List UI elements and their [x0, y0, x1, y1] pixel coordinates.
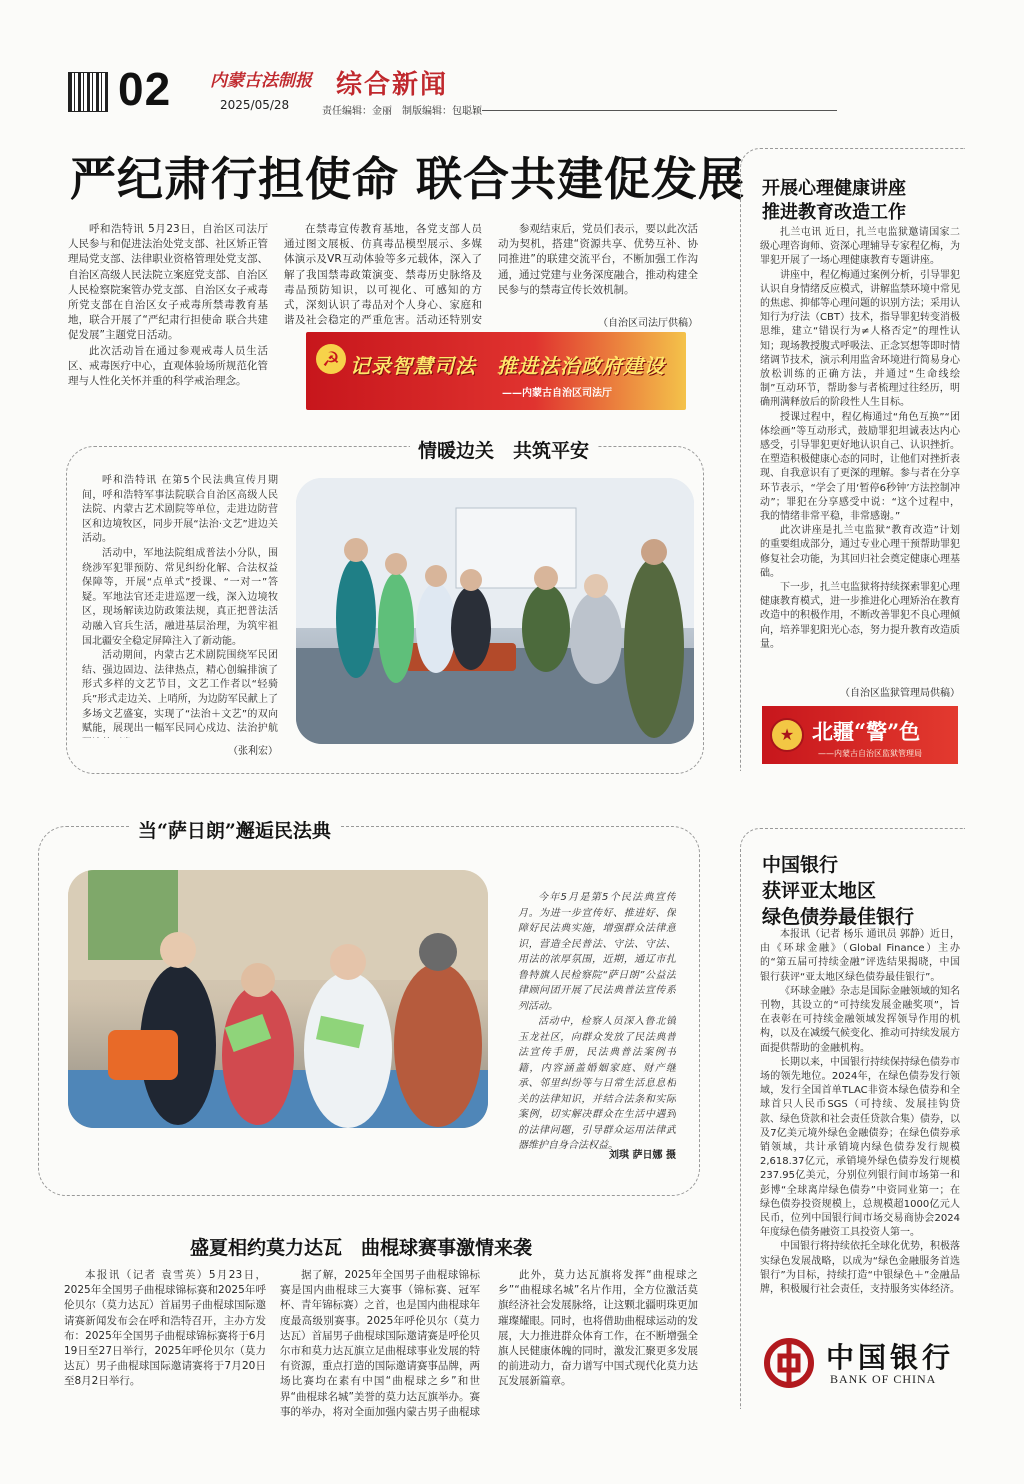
border-headline: 情暖边关 共筑平安	[410, 436, 597, 463]
boc-emblem-icon	[764, 1338, 814, 1388]
border-paragraph: 呼和浩特讯 在第5个民法典宣传月期间，呼和浩特军事法院联合自治区高级人民法院、内蒙古艺术剧院等单位，走进边防营区和边境牧区，同步开展“法治·文艺”进边关活动。	[82, 475, 278, 545]
prison-banner	[762, 706, 958, 764]
hockey-paragraph: 据了解，2025年全国男子曲棍球锦标赛是国内曲棍球三大赛事（锦标赛、冠军杯、青年锦标赛）之首，也是国内曲棍球年度最高级别赛事。2025年呼伦贝尔（莫力达瓦）首届男子曲棍球国际邀请赛是呼伦贝尔市和莫力达瓦旗立足曲棍球事业发展的特有资源，重点打造的国际邀请赛事品牌，两场比赛均在素有中国“曲棍球之乡”和世界“曲棍球名城”美誉的莫力达瓦旗举办。赛事的举办，将对全面加强内蒙古男子曲棍球	[280, 1269, 480, 1418]
hockey-paragraph: 此外，莫力达瓦旗将发挥“曲棍球之乡”“曲棍球名城”名片作用，全方位激活莫旗经济社会发展脉络，让这颗北疆明珠更加璀璨耀眼。同时，也将借助曲棍球运动的发展，大力推进群众体育工作，在不断增强全旗人民健康体魄的同时，激发汇聚更多发展的前进动力，奋力谱写中国式现代化莫力达瓦发展新篇章。	[498, 1269, 698, 1388]
boc-logo-cn: 中国银行	[826, 1341, 955, 1374]
border-gathering-photo	[296, 478, 694, 744]
masthead-rule	[482, 110, 837, 111]
psych-paragraph: 扎兰屯讯 近日，扎兰屯监狱邀请国家二级心理咨询师、资深心理辅导专家程亿梅，为罪犯开展了一场心理健康教育专题讲座。	[760, 227, 960, 267]
lead-credit: （自治区司法厅供稿）	[598, 318, 698, 329]
psych-headline-line2: 推进教育改造工作	[762, 202, 906, 223]
civil-code-paragraph: 今年5月是第5个民法典宣传月。为进一步宣传好、推进好、保障好民法典实施，增强群众法律意识，营造全民普法、守法、守法、用法的浓厚氛围，近期，通辽市扎鲁特旗人民检察院“萨日朗”公益法律顾问团开展了民法典普法宣传系列活动。	[518, 892, 676, 1012]
editors-line: 责任编辑：金丽 制版编辑：包聪颖	[322, 106, 482, 117]
lead-article-body-col3	[498, 222, 698, 314]
boc-headline-line3: 绿色债券最佳银行	[762, 906, 915, 928]
border-paragraph: 活动期间，内蒙古艺术剧院围绕军民团结、强边固边、法律热点，精心创编排演了形式多样的文艺节目，文艺工作者以“轻骑兵”形式走边关、上哨所，为边防军民献上了多场文艺盛宴，实现了“法治＋文艺”的双向赋能，展现出一幅军民同心戍边、法治护航	[82, 650, 278, 735]
police-badge-icon: ★	[770, 718, 804, 752]
hockey-headline: 盛夏相约莫力达瓦 曲棍球赛事激情来袭	[190, 1237, 533, 1259]
hockey-paragraph: 本报讯（记者 袁雪英）5月23日，2025年全国男子曲棍球锦标赛和2025年呼伦贝尔（莫力达瓦）首届男子曲棍球国际邀请赛新闻发布会在呼和浩特召开，主办方发布：2025年全国男子曲棍球锦标赛将于6月19日至27日举行，2025年呼伦贝尔（莫力达瓦）男子曲棍球国际邀请赛将于7月20日至8月2日举行。	[64, 1269, 266, 1388]
civil-code-credit: 刘琪 萨日娜 摄	[609, 1150, 676, 1161]
lead-paragraph: 呼和浩特讯 5月23日，自治区司法厅人民参与和促进法治处党支部、社区矫正管理局党支部、法律职业资格管理处党支部、自治区高级人民法院立案庭党支部、自治区人民检察院案管办党支部、自治区女子戒毒所党支部在自治区女子戒毒所禁毒教育基地，联合开展了“严纪肃行担使命 联合共建促发展”主题党日活动。	[68, 223, 268, 342]
boc-paragraph: 本报讯（记者 杨乐 通讯员 郭静）近日，由《环球金融》（Global Finance）主办的“第五届可持续金融”评选结果揭晓，中国银行获评“亚太地区绿色债券最佳银行”。	[760, 929, 960, 983]
lead-paragraph: 在禁毒宣传教育基地，各党支部人员通过图文展板、仿真毒品模型展示、多媒体演示及VR互动体验等多元载体，深入了解了我国禁毒政策演变、禁毒历史脉络及毒品预防知识，以可视化、可感知的方式，深刻认识了毒品对个人身心、家庭和谐及社会稳定的严重危害。活动还特别安	[284, 223, 482, 327]
boc-logo-en: BANK OF CHINA	[830, 1372, 937, 1386]
boc-paragraph: 《环球金融》杂志是国际金融领域的知名刊物，其设立的“可持续发展金融奖项”，旨在表彰在可持续金融领域发挥领导作用的机构，以及在减缓气候变化、推动可持续发展方面提供帮助的金融机构。	[760, 985, 960, 1054]
party-emblem-icon: ☭	[316, 344, 346, 374]
lead-article-body-col2	[284, 222, 482, 328]
civil-code-body	[518, 890, 676, 1150]
prison-banner-sub: ——内蒙古自治区监狱管理局	[818, 749, 922, 758]
civil-code-photo	[68, 870, 488, 1128]
qr-code-icon	[68, 72, 108, 112]
psych-credit: （自治区监狱管理局供稿）	[840, 688, 960, 699]
psych-paragraph: 授课过程中，程亿梅通过“角色互换”“团体绘画”等互动形式，鼓励罪犯坦诚表达内心感受，引导罪犯更好地认识自己、认识挫折。在塑造积极健康心态的同时，让他们对挫折表现、自我意识有了更深的理解。参与者在分享环节表示，“学会了用‘暂停6秒钟’方法控制冲动”；罪犯在分享感受中说：“这个过程中，我的情绪非常平稳，非常感谢。”	[760, 411, 960, 523]
psych-body	[760, 226, 960, 678]
issue-date: 2025/05/28	[220, 98, 290, 112]
hockey-body-col3	[498, 1268, 698, 1418]
section-title: 综合新闻	[336, 70, 449, 100]
boc-paragraph: 长期以来，中国银行持续保持绿色债券市场的领先地位。2024年，在绿色债券发行领域，发行全国首单TLAC非资本绿色债券和全球首只人民币SGS（可持续、发展挂钩贷款、绿色贷款和社会责任贷款合集）债券，以及7亿美元境外绿色金融债券；在绿色债券承销领域，共计承销境内绿色债券发行规模2,618.37亿元，承销境外绿色债券发行规模237.95亿美元，分别位列银行间市场第一和彭博“全球离岸绿色债券”中资同业第一；在绿色债券投资规模上，总规模超1000亿元人民币，位列中国银行间市场交易商协会2024年度绿色债务融资工具投资人第一。	[760, 1056, 960, 1239]
civil-code-paragraph: 活动中，检察人员深入鲁北镇玉龙社区，向群众发放了民法典普法宣传手册，民法典普法案例书籍，内容涵盖婚姻家庭、财产继承、邻里纠纷等与日常生活息息相关的法律知识，并结合法条和实际案例，切实解决群众在生活中遇到的法律问题，引导群众运用法律武器维护自身合法权益。	[518, 1016, 676, 1150]
lead-article-body	[68, 222, 268, 414]
paper-name-logo: 内蒙古法制报	[210, 71, 312, 91]
psych-headline-line1: 开展心理健康讲座	[762, 178, 906, 199]
hockey-body-col1	[64, 1268, 266, 1418]
border-article-body	[82, 474, 278, 738]
boc-body	[760, 928, 960, 1322]
border-paragraph: 活动中，军地法院组成普法小分队，围绕涉军犯罪预防、常见纠纷化解、合法权益保障等，开展“点单式”授课、“一对一”答疑。军地法官还走进巡逻一线，深入边境牧区，现场解读边防政策法规，真正把普法活动融入官兵生活，融进基层治理，为筑牢祖国北疆安全稳定屏障注入了新动能。	[82, 547, 278, 647]
psych-paragraph: 讲座中，程亿梅通过案例分析，引导罪犯认识自身情绪反应模式，讲解监禁环境中常见的焦虑、抑郁等心理问题的识别方法；采用认知行为疗法（CBT）技术，指导罪犯转变消极思维，建立“错误行为≠人格否定”的理性认知；现场教授腹式呼吸法、正念冥想等即时情绪调节技术，演示利用监舍环境进行简易身心放松训练的正确方法，并通过“生命线绘制”互动环节，帮助参与者梳理过往经历，明确刑满释放后的阶段性人生目标。	[760, 269, 960, 409]
civil-code-headline: 当“萨日朗”邂逅民法典	[130, 816, 339, 843]
hockey-body-col2	[280, 1268, 480, 1418]
lead-paragraph: 参观结束后，党员们表示，要以此次活动为契机，搭建“资源共享、优势互补、协同推进”的联建交流平台，不断加强工作沟通，通过党建与业务深度融合，推动构建全民参与的禁毒宣传长效机制。	[498, 223, 698, 296]
boc-headline-line1: 中国银行	[762, 854, 839, 876]
border-credit: （张利宏）	[228, 746, 278, 757]
page-number: 02	[118, 63, 172, 115]
boc-headline-line2: 获评亚太地区	[762, 880, 877, 902]
lead-paragraph: 此次活动旨在通过参观戒毒人员生活区、戒毒医疗中心，直观体验场所规范化管理与人性化关怀并重的科学戒治理念。	[68, 344, 268, 388]
boc-paragraph: 中国银行将持续依托全球化优势，积极落实绿色发展战略，以成为“绿色金融服务首选银行”为目标，持续打造“中银绿色＋”金融品牌，积极履行社会责任，支持服务实体经济。	[760, 1241, 960, 1296]
judicial-banner-title: 记录智慧司法 推进法治政府建设	[350, 354, 665, 378]
prison-banner-title: 北疆“警”色	[812, 719, 921, 744]
boc-logo	[764, 1336, 960, 1392]
judicial-banner-sub: ——内蒙古自治区司法厅	[502, 388, 612, 399]
lead-headline: 严纪肃行担使命 联合共建促发展	[70, 152, 746, 206]
photo-scene	[296, 478, 694, 744]
psych-paragraph: 下一步，扎兰屯监狱将持续探索罪犯心理健康教育模式，进一步推进化心理矫治在教育改造中的积极作用，不断改善罪犯不良心理倾向，培养罪犯阳光心态，努力提升教育改造质量。	[760, 582, 960, 650]
psych-paragraph: 此次讲座是扎兰屯监狱“教育改造”计划的重要组成部分，通过专业心理干预帮助罪犯修复社会功能，为其回归社会奠定健康心理基础。	[760, 525, 960, 579]
photo-scene	[68, 870, 488, 1128]
judicial-banner	[306, 332, 686, 410]
